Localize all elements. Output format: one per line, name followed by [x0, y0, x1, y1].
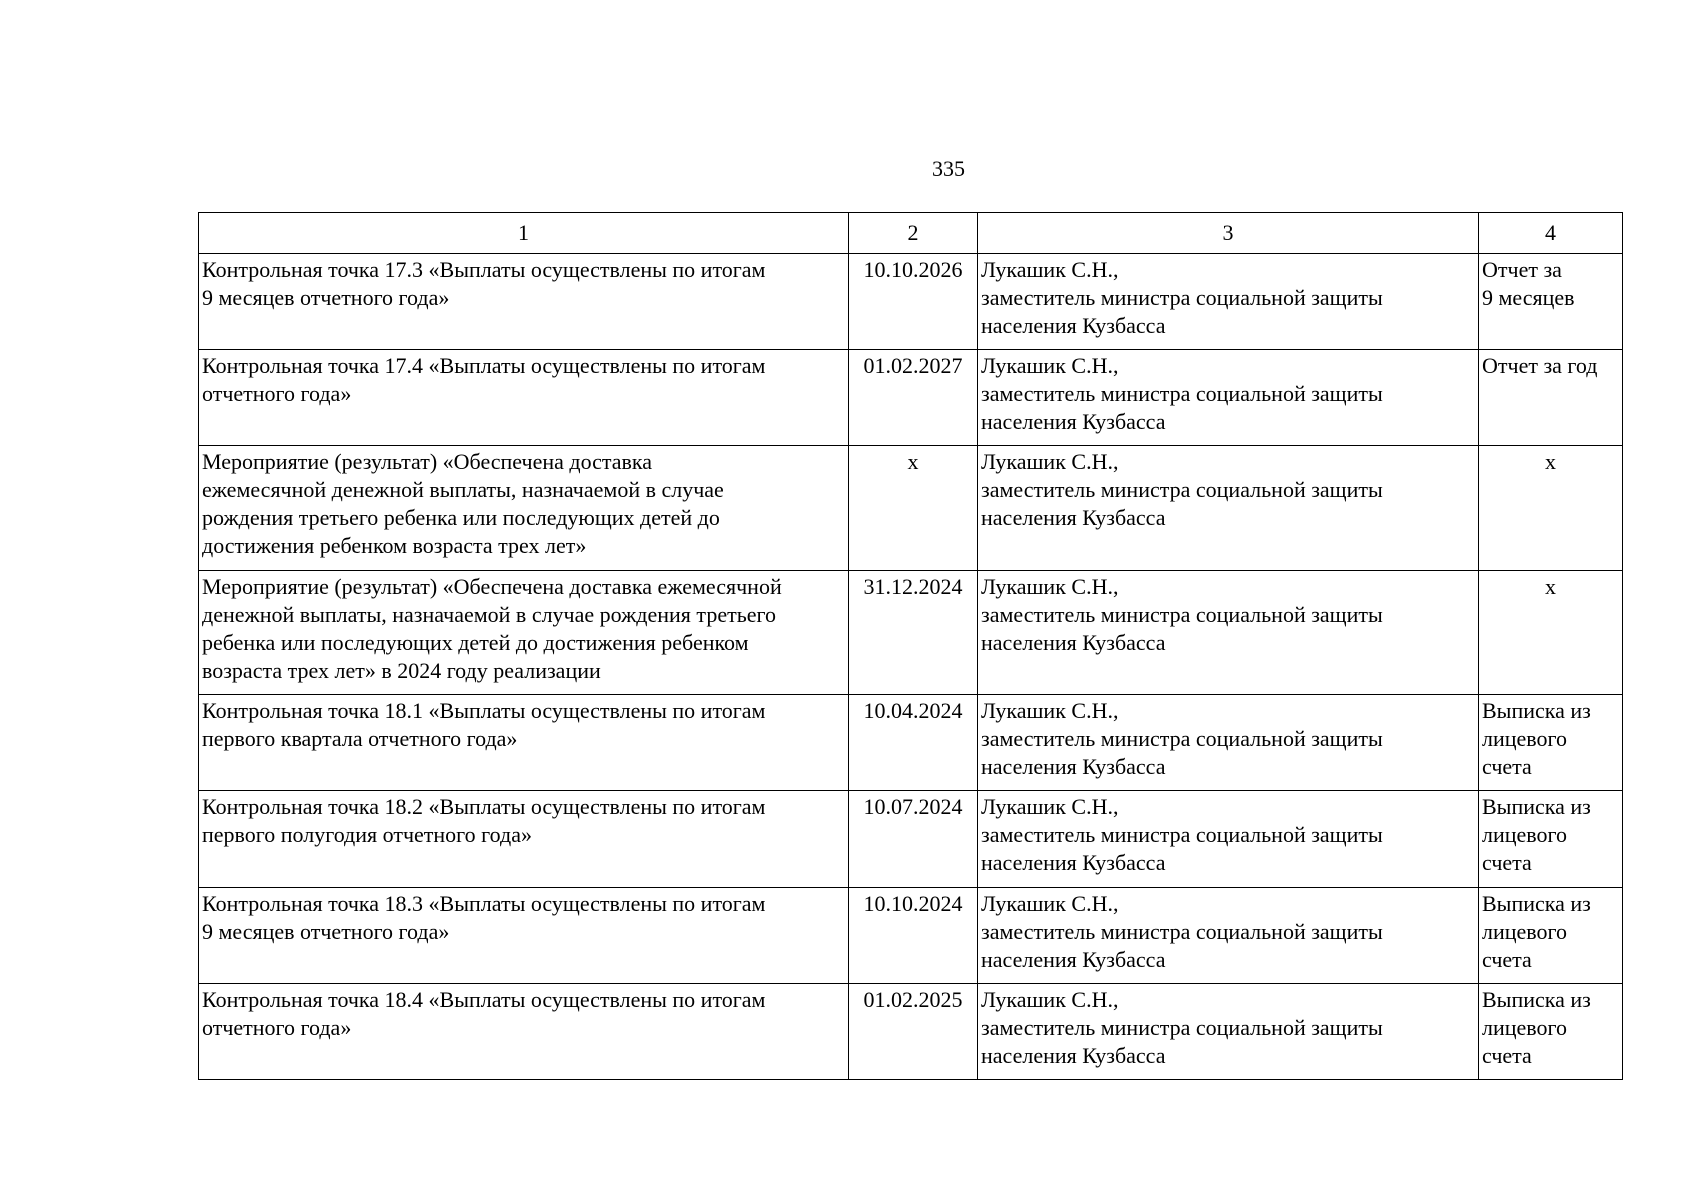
deadline-date-cell: х	[849, 446, 978, 571]
table-row	[199, 984, 1623, 1080]
document_lines-line: Отчет за	[1482, 257, 1562, 282]
table-row	[199, 695, 1623, 791]
responsible_lines-line: Лукашик С.Н.,	[981, 449, 1119, 474]
document_lines-line: счета	[1482, 1043, 1532, 1068]
activity-name-cell	[199, 446, 849, 571]
name_lines-line: первого квартала отчетного года»	[202, 726, 518, 751]
column-header-1: 1	[199, 213, 849, 254]
name_lines-line: ребенка или последующих детей до достижения ребенком	[202, 630, 749, 655]
column-header-2: 2	[849, 213, 978, 254]
document-type-cell	[1479, 571, 1623, 695]
document_lines-line: счета	[1482, 850, 1532, 875]
name_lines-line: отчетного года»	[202, 381, 352, 406]
document_lines-line: Выписка из	[1482, 698, 1591, 723]
deadline-date-cell: 10.10.2024	[849, 888, 978, 984]
table-row	[199, 446, 1623, 571]
activity-name-cell	[199, 350, 849, 446]
document-type-cell	[1479, 888, 1623, 984]
document_lines-line: счета	[1482, 947, 1532, 972]
responsible-person-cell	[978, 350, 1479, 446]
page-number: 335	[932, 156, 965, 181]
table-body	[199, 254, 1623, 1080]
responsible_lines-line: заместитель министра социальной защиты	[981, 919, 1383, 944]
responsible-person-cell	[978, 446, 1479, 571]
header-row	[199, 213, 1623, 254]
responsible_lines-line: заместитель министра социальной защиты	[981, 602, 1383, 627]
deadline-date-cell: 10.10.2026	[849, 254, 978, 350]
responsible_lines-line: Лукашик С.Н.,	[981, 794, 1119, 819]
document-type-cell	[1479, 791, 1623, 888]
responsible_lines-line: заместитель министра социальной защиты	[981, 726, 1383, 751]
responsible-person-cell	[978, 984, 1479, 1080]
document_lines-line: лицевого	[1482, 822, 1568, 847]
deadline-date-cell: 01.02.2025	[849, 984, 978, 1080]
document-type-cell	[1479, 350, 1623, 446]
document_lines-line: Выписка из	[1482, 987, 1591, 1012]
table-row	[199, 888, 1623, 984]
responsible_lines-line: заместитель министра социальной защиты	[981, 285, 1383, 310]
responsible-person-cell	[978, 888, 1479, 984]
name_lines-line: 9 месяцев отчетного года»	[202, 285, 450, 310]
table-row	[199, 571, 1623, 695]
responsible_lines-line: населения Кузбасса	[981, 630, 1166, 655]
column-header-3: 3	[978, 213, 1479, 254]
responsible_lines-line: заместитель министра социальной защиты	[981, 477, 1383, 502]
document-type-cell	[1479, 695, 1623, 791]
document_lines-line: 9 месяцев	[1482, 285, 1575, 310]
name_lines-line: Контрольная точка 17.3 «Выплаты осуществлены по итогам	[202, 257, 766, 282]
deadline-date-cell: 01.02.2027	[849, 350, 978, 446]
name_lines-line: Мероприятие (результат) «Обеспечена доставка ежемесячной	[202, 574, 782, 599]
name_lines-line: первого полугодия отчетного года»	[202, 822, 532, 847]
activity-name-cell	[199, 571, 849, 695]
column-header-4: 4	[1479, 213, 1623, 254]
name_lines-line: Контрольная точка 18.3 «Выплаты осуществлены по итогам	[202, 891, 766, 916]
responsible_lines-line: Лукашик С.Н.,	[981, 987, 1119, 1012]
responsible-person-cell	[978, 254, 1479, 350]
document_lines-line: счета	[1482, 754, 1532, 779]
activity-name-cell	[199, 984, 849, 1080]
document_lines-line: лицевого	[1482, 1015, 1568, 1040]
document_lines-line: х	[1545, 574, 1556, 599]
name_lines-line: ежемесячной денежной выплаты, назначаемой в случае	[202, 477, 724, 502]
responsible_lines-line: Лукашик С.Н.,	[981, 698, 1119, 723]
responsible_lines-line: Лукашик С.Н.,	[981, 257, 1119, 282]
document_lines-line: лицевого	[1482, 919, 1568, 944]
deadline-date-cell: 10.04.2024	[849, 695, 978, 791]
responsible_lines-line: заместитель министра социальной защиты	[981, 381, 1383, 406]
name_lines-line: Мероприятие (результат) «Обеспечена доставка	[202, 449, 653, 474]
name_lines-line: Контрольная точка 17.4 «Выплаты осуществлены по итогам	[202, 353, 766, 378]
table-row	[199, 350, 1623, 446]
document_lines-line: лицевого	[1482, 726, 1568, 751]
name_lines-line: 9 месяцев отчетного года»	[202, 919, 450, 944]
name_lines-line: денежной выплаты, назначаемой в случае рождения третьего	[202, 602, 776, 627]
activity-name-cell	[199, 888, 849, 984]
responsible_lines-line: населения Кузбасса	[981, 947, 1166, 972]
schedule-table	[198, 212, 1623, 1080]
document_lines-line: х	[1545, 449, 1556, 474]
document-type-cell	[1479, 446, 1623, 571]
name_lines-line: рождения третьего ребенка или последующих детей до	[202, 505, 720, 530]
responsible_lines-line: заместитель министра социальной защиты	[981, 1015, 1383, 1040]
responsible_lines-line: заместитель министра социальной защиты	[981, 822, 1383, 847]
name_lines-line: Контрольная точка 18.4 «Выплаты осуществлены по итогам	[202, 987, 766, 1012]
document_lines-line: Отчет за год	[1482, 353, 1598, 378]
responsible_lines-line: населения Кузбасса	[981, 850, 1166, 875]
deadline-date-cell: 31.12.2024	[849, 571, 978, 695]
responsible_lines-line: населения Кузбасса	[981, 313, 1166, 338]
document-type-cell	[1479, 984, 1623, 1080]
responsible_lines-line: населения Кузбасса	[981, 505, 1166, 530]
name_lines-line: отчетного года»	[202, 1015, 352, 1040]
name_lines-line: Контрольная точка 18.2 «Выплаты осуществлены по итогам	[202, 794, 766, 819]
responsible-person-cell	[978, 695, 1479, 791]
responsible_lines-line: Лукашик С.Н.,	[981, 353, 1119, 378]
responsible_lines-line: населения Кузбасса	[981, 1043, 1166, 1068]
responsible_lines-line: Лукашик С.Н.,	[981, 574, 1119, 599]
table-row	[199, 791, 1623, 888]
activity-name-cell	[199, 254, 849, 350]
deadline-date-cell: 10.07.2024	[849, 791, 978, 888]
document_lines-line: Выписка из	[1482, 794, 1591, 819]
responsible-person-cell	[978, 571, 1479, 695]
document-type-cell	[1479, 254, 1623, 350]
responsible-person-cell	[978, 791, 1479, 888]
name_lines-line: Контрольная точка 18.1 «Выплаты осуществлены по итогам	[202, 698, 766, 723]
activity-name-cell	[199, 695, 849, 791]
document_lines-line: Выписка из	[1482, 891, 1591, 916]
table-row	[199, 254, 1623, 350]
responsible_lines-line: населения Кузбасса	[981, 409, 1166, 434]
name_lines-line: достижения ребенком возраста трех лет»	[202, 533, 587, 558]
responsible_lines-line: населения Кузбасса	[981, 754, 1166, 779]
responsible_lines-line: Лукашик С.Н.,	[981, 891, 1119, 916]
activity-name-cell	[199, 791, 849, 888]
name_lines-line: возраста трех лет» в 2024 году реализации	[202, 658, 601, 683]
